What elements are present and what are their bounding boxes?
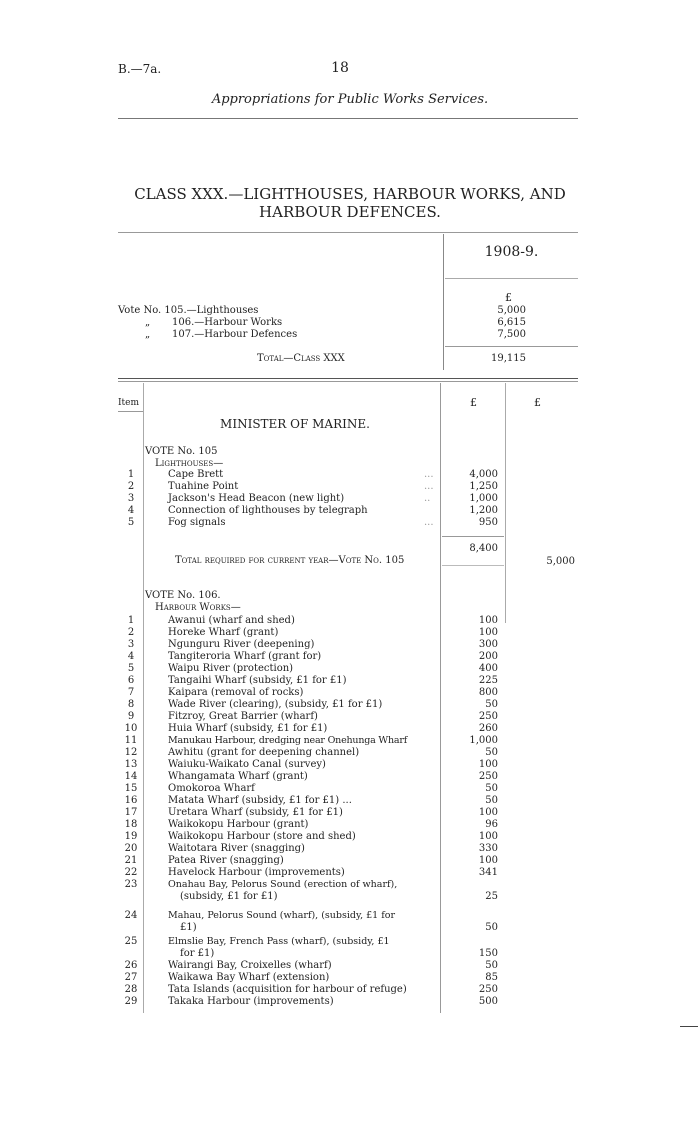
item-description: Cape Brett bbox=[168, 469, 224, 480]
item-description: Awanui (wharf and shed) bbox=[168, 615, 295, 626]
item-amount: 300 bbox=[478, 639, 498, 650]
vote-105-subtotal: 8,400 bbox=[469, 543, 498, 554]
table-row bbox=[0, 735, 700, 746]
item-description: Awhitu (grant for deepening channel) bbox=[168, 747, 360, 758]
item-amount: 1,200 bbox=[469, 505, 498, 516]
table-row bbox=[0, 615, 700, 626]
item-description-continued: £1) bbox=[180, 922, 197, 933]
item-amount: 50 bbox=[485, 922, 498, 933]
item-amount: 50 bbox=[485, 795, 498, 806]
item-amount: 50 bbox=[485, 960, 498, 971]
item-description: Whangamata Wharf (grant) bbox=[168, 771, 308, 782]
table-row bbox=[0, 469, 700, 480]
item-column-header: Item bbox=[118, 398, 140, 408]
item-amount: 50 bbox=[485, 747, 498, 758]
table-row-continuation bbox=[0, 948, 700, 959]
item-amount: 50 bbox=[485, 783, 498, 794]
item-amount: 50 bbox=[485, 699, 498, 710]
item-number: 23 bbox=[124, 879, 138, 890]
table-row bbox=[0, 699, 700, 710]
item-description: Waikawa Bay Wharf (extension) bbox=[168, 972, 330, 983]
summary-currency: £ bbox=[505, 291, 512, 304]
table-row bbox=[0, 493, 700, 504]
item-description: Waitotara River (snagging) bbox=[168, 843, 305, 854]
item-number: 4 bbox=[127, 505, 135, 516]
summary-total-amount: 19,115 bbox=[491, 353, 526, 364]
leader-dots: .. bbox=[424, 493, 431, 504]
item-amount: 150 bbox=[478, 948, 498, 959]
table-row bbox=[0, 807, 700, 818]
item-description: Uretara Wharf (subsidy, £1 for £1) bbox=[168, 807, 343, 818]
item-number: 16 bbox=[124, 795, 138, 806]
page-number: 18 bbox=[331, 60, 349, 76]
table-row bbox=[0, 783, 700, 794]
summary-top-rule bbox=[118, 232, 578, 233]
item-number: 10 bbox=[124, 723, 138, 734]
ditto-mark: „ bbox=[145, 329, 151, 340]
item-amount: 250 bbox=[478, 711, 498, 722]
item-description: Waipu River (protection) bbox=[168, 663, 294, 674]
detail-top-rule-double bbox=[118, 381, 578, 382]
table-row bbox=[0, 867, 700, 878]
item-amount: 250 bbox=[478, 771, 498, 782]
table-row bbox=[0, 972, 700, 983]
table-row bbox=[0, 517, 700, 528]
item-description: Patea River (snagging) bbox=[168, 855, 284, 866]
margin-mark bbox=[680, 1026, 698, 1027]
item-number: 21 bbox=[124, 855, 138, 866]
item-description: Huia Wharf (subsidy, £1 for £1) bbox=[168, 723, 328, 734]
item-number: 5 bbox=[127, 663, 135, 674]
table-row bbox=[0, 960, 700, 971]
table-row bbox=[0, 723, 700, 734]
item-amount: 100 bbox=[478, 627, 498, 638]
item-description: Tangiteroria Wharf (grant for) bbox=[168, 651, 322, 662]
item-number: 20 bbox=[124, 843, 138, 854]
item-number: 22 bbox=[124, 867, 138, 878]
item-number: 6 bbox=[127, 675, 135, 686]
vote-106-amount: 6,615 bbox=[497, 317, 526, 328]
item-number: 11 bbox=[124, 735, 138, 746]
leader-dots: ... bbox=[424, 469, 434, 480]
item-number: 13 bbox=[124, 759, 138, 770]
item-amount: 1,250 bbox=[469, 481, 498, 492]
table-row bbox=[0, 651, 700, 662]
running-title: Appropriations for Public Works Services. bbox=[211, 92, 489, 107]
item-description: Mahau, Pelorus Sound (wharf), (subsidy, £1 for bbox=[168, 910, 396, 921]
leader-dots: ... bbox=[424, 517, 434, 528]
vote-105-amount: 5,000 bbox=[497, 305, 526, 316]
item-number: 27 bbox=[124, 972, 138, 983]
item-number: 24 bbox=[124, 910, 138, 921]
table-row bbox=[0, 481, 700, 492]
item-amount: 1,000 bbox=[469, 735, 498, 746]
item-amount: 100 bbox=[478, 855, 498, 866]
item-amount: 225 bbox=[478, 675, 498, 686]
table-row bbox=[0, 627, 700, 638]
total-rule bbox=[442, 565, 504, 566]
table-row bbox=[0, 855, 700, 866]
table-row bbox=[0, 711, 700, 722]
table-row bbox=[0, 843, 700, 854]
item-description: Ngunguru River (deepening) bbox=[168, 639, 315, 650]
item-description: Elmslie Bay, French Pass (wharf), (subsidy, £1 bbox=[168, 936, 390, 947]
summary-total-label: Total—Class XXX bbox=[257, 353, 345, 364]
item-description: Tangaihi Wharf (subsidy, £1 for £1) bbox=[168, 675, 347, 686]
item-description: Waikokopu Harbour (grant) bbox=[168, 819, 309, 830]
table-row bbox=[0, 879, 700, 890]
table-row bbox=[0, 687, 700, 698]
class-title-line2: HARBOUR DEFENCES. bbox=[259, 203, 441, 221]
item-description: Takaka Harbour (improvements) bbox=[168, 996, 334, 1007]
item-number: 7 bbox=[127, 687, 135, 698]
table-row bbox=[0, 984, 700, 995]
item-description: Omokoroa Wharf bbox=[168, 783, 255, 794]
item-number: 3 bbox=[127, 493, 135, 504]
item-amount: 100 bbox=[478, 831, 498, 842]
subtotal-rule bbox=[442, 536, 504, 537]
detail-top-rule bbox=[118, 378, 578, 379]
item-number: 8 bbox=[127, 699, 135, 710]
item-number: 1 bbox=[127, 469, 135, 480]
vote-105-title: VOTE No. 105 bbox=[145, 446, 218, 457]
item-amount: 4,000 bbox=[469, 469, 498, 480]
item-description-continued: for £1) bbox=[180, 948, 215, 959]
vote-105-total-amount: 5,000 bbox=[546, 556, 575, 567]
item-amount: 500 bbox=[478, 996, 498, 1007]
table-row bbox=[0, 639, 700, 650]
item-number: 1 bbox=[127, 615, 135, 626]
amount-column-2-currency: £ bbox=[534, 396, 541, 409]
item-amount: 25 bbox=[485, 891, 498, 902]
item-number: 14 bbox=[124, 771, 138, 782]
table-row bbox=[0, 996, 700, 1007]
item-number: 17 bbox=[124, 807, 138, 818]
item-description: Tata Islands (acquisition for harbour of refuge) bbox=[168, 984, 407, 995]
vote-105-total-label: Total required for current year—Vote No. 105 bbox=[175, 555, 405, 566]
item-number: 26 bbox=[124, 960, 138, 971]
vote-105-subtitle: Lighthouses— bbox=[155, 458, 224, 469]
vote-107-label: 107.—Harbour Defences bbox=[172, 329, 298, 340]
item-description: Jackson's Head Beacon (new light) bbox=[168, 493, 345, 504]
item-description: Waikokopu Harbour (store and shed) bbox=[168, 831, 356, 842]
item-description: Onahau Bay, Pelorus Sound (erection of wharf), bbox=[168, 879, 398, 890]
table-row bbox=[0, 663, 700, 674]
item-amount: 260 bbox=[478, 723, 498, 734]
item-number: 5 bbox=[127, 517, 135, 528]
item-amount: 330 bbox=[478, 843, 498, 854]
table-row bbox=[0, 795, 700, 806]
amount-column-1-currency: £ bbox=[470, 396, 477, 409]
item-description: Kaipara (removal of rocks) bbox=[168, 687, 304, 698]
table-row bbox=[0, 819, 700, 830]
item-number: 19 bbox=[124, 831, 138, 842]
class-title-line1: CLASS XXX.—LIGHTHOUSES, HARBOUR WORKS, AND bbox=[134, 185, 566, 203]
item-number: 15 bbox=[124, 783, 138, 794]
item-amount: 400 bbox=[478, 663, 498, 674]
item-number: 29 bbox=[124, 996, 138, 1007]
item-amount: 100 bbox=[478, 807, 498, 818]
item-number: 25 bbox=[124, 936, 138, 947]
summary-total-rule bbox=[445, 346, 578, 347]
table-row bbox=[0, 910, 700, 921]
vote-106-subtitle: Harbour Works— bbox=[155, 602, 241, 613]
item-number: 3 bbox=[127, 639, 135, 650]
item-number: 12 bbox=[124, 747, 138, 758]
item-amount: 85 bbox=[485, 972, 498, 983]
item-amount: 200 bbox=[478, 651, 498, 662]
item-description: Waiuku-Waikato Canal (survey) bbox=[168, 759, 326, 770]
table-row bbox=[0, 936, 700, 947]
item-amount: 100 bbox=[478, 615, 498, 626]
summary-year: 1908-9. bbox=[484, 244, 539, 260]
item-number: 4 bbox=[127, 651, 135, 662]
item-description: Horeke Wharf (grant) bbox=[168, 627, 279, 638]
header-rule bbox=[118, 118, 578, 119]
item-number: 9 bbox=[127, 711, 135, 722]
vote-107-amount: 7,500 bbox=[497, 329, 526, 340]
ditto-mark: „ bbox=[145, 317, 151, 328]
ministry-heading: MINISTER OF MARINE. bbox=[220, 417, 370, 431]
item-amount: 1,000 bbox=[469, 493, 498, 504]
vote-106-label: 106.—Harbour Works bbox=[172, 317, 283, 328]
item-amount: 100 bbox=[478, 759, 498, 770]
item-description: Wairangi Bay, Croixelles (wharf) bbox=[168, 960, 332, 971]
item-description-continued: (subsidy, £1 for £1) bbox=[180, 891, 278, 902]
item-amount: 950 bbox=[478, 517, 498, 528]
item-header-rule bbox=[118, 411, 143, 412]
table-row bbox=[0, 831, 700, 842]
summary-column-rule bbox=[443, 234, 444, 370]
item-description: Matata Wharf (subsidy, £1 for £1) ... bbox=[168, 795, 352, 806]
table-row bbox=[0, 771, 700, 782]
vote-105-label: Vote No. 105.—Lighthouses bbox=[118, 305, 259, 316]
table-row bbox=[0, 747, 700, 758]
item-amount: 250 bbox=[478, 984, 498, 995]
item-description: Tuahine Point bbox=[168, 481, 239, 492]
item-description: Havelock Harbour (improvements) bbox=[168, 867, 345, 878]
summary-year-rule bbox=[445, 278, 578, 279]
document-reference: B.—7a. bbox=[118, 62, 162, 76]
item-amount: 96 bbox=[485, 819, 498, 830]
item-number: 18 bbox=[124, 819, 138, 830]
item-description: Connection of lighthouses by telegraph bbox=[168, 505, 368, 516]
item-amount: 341 bbox=[478, 867, 498, 878]
table-row-continuation bbox=[0, 891, 700, 902]
table-row bbox=[0, 505, 700, 516]
item-amount: 800 bbox=[478, 687, 498, 698]
item-number: 2 bbox=[127, 627, 135, 638]
item-description: Fitzroy, Great Barrier (wharf) bbox=[168, 711, 318, 722]
vote-106-title: VOTE No. 106. bbox=[145, 590, 221, 601]
item-number: 28 bbox=[124, 984, 138, 995]
table-row-continuation bbox=[0, 922, 700, 933]
table-row bbox=[0, 675, 700, 686]
item-description: Manukau Harbour, dredging near Onehunga Wharf bbox=[168, 735, 408, 746]
leader-dots: ... bbox=[424, 481, 434, 492]
item-description: Wade River (clearing), (subsidy, £1 for £1) bbox=[168, 699, 383, 710]
item-number: 2 bbox=[127, 481, 135, 492]
table-row bbox=[0, 759, 700, 770]
item-description: Fog signals bbox=[168, 517, 226, 528]
